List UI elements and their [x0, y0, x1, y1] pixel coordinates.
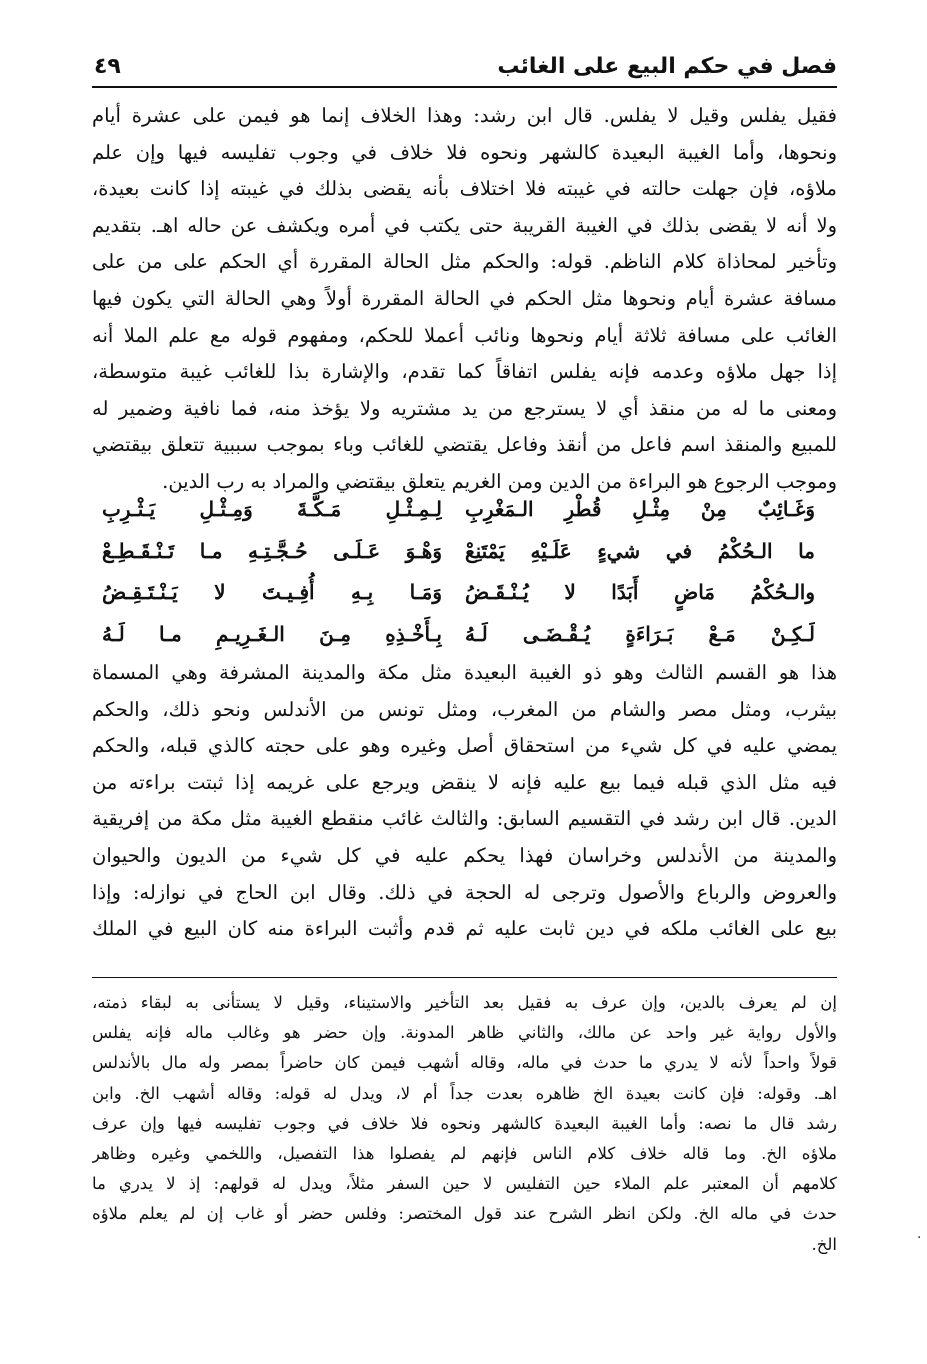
text-line: فيه مثل الذي قبله فيما بيع عليه فإنه لا ينقض ويرجع على غريمه إذا ثبتت براءته من: [92, 770, 837, 794]
text-line: والعروض والرباع والأصول وترجى له الحجة في ذلك. وقال ابن الحاج في نوازله: وإذا: [92, 880, 837, 904]
text-line: يمضي عليه في كل شيء من استحقاق أصل وغيره وهو على حجته كالذي قبله، والحكم: [92, 734, 837, 758]
chapter-title: فصل في حكم البيع على الغائب: [497, 54, 837, 79]
verse: [92, 614, 837, 656]
verse: [92, 572, 837, 614]
main-text: [92, 98, 837, 501]
text-line: الدين. قال ابن رشد في التقسيم السابق: والثالث غائب منقطع الغيبة مثل مكة من إفريقية: [92, 807, 837, 831]
text-line: ولا أنه لا يقضى بذلك في الغيبة القريبة حتى يكتب في أمره ويكشف عن حاله اهـ. بتقديم: [92, 213, 837, 237]
verse-second-hemistich: وَهْـوَ عَـلَـى حُـجَّـتِـهِ مـا تَـنْـقَـطِـعْ: [102, 538, 442, 563]
footnote-line: قولاً واحداً لأنه لا يدري ما حدث في ماله، وقاله أشهب فيمن كان حاضراً بمصر وله مال بالأندلس: [92, 1053, 837, 1073]
footnote-line: حدث في ماله الخ. ولكن انظر الشرح عند قول المختصر: وفلس حضر أو غاب إن لم يعلم ملاؤه: [92, 1204, 837, 1224]
poem-verses: [92, 489, 837, 655]
verse: [92, 489, 837, 531]
text-line: للمبيع والمنقذ اسم فاعل من أنقذ وفاعل يقتضي للغائب وباء بموجب سببية تتعلق بيقتضي: [92, 433, 837, 457]
verse-first-hemistich: والـحُكْمُ مَاضٍ أَبَدًا لا يُـنْـقَـضُ: [465, 580, 815, 604]
text-line: إذا جهل ملاؤه وعدمه فإنه يفلس اتفاقاً كما تقدم، والإشارة بذا للغائب غيبة متوسطة،: [92, 360, 837, 384]
scan-speck: ·: [917, 1230, 922, 1246]
footnote-line: الخ.: [811, 1234, 837, 1254]
verse-first-hemistich: وَغَـائِبٌ مِنْ مِثْـلِ قُطْرِ الـمَغْرِبِ: [465, 497, 815, 521]
text-line: الغائب على مسافة ثلاثة أيام ونحوها ونائب أعملا للحكم، ومفهوم قوله مع علم الملا أنه: [92, 323, 837, 347]
footnotes: [92, 988, 837, 1260]
verse-second-hemistich: وَمَـا بِـهِ أُفِـيـتَ لا يَـنْـتَـقِـضُ: [102, 580, 442, 604]
header-rule: [92, 86, 837, 88]
footnote-separator: [92, 977, 837, 978]
text-line: وموجب الرجوع هو البراءة من الدين ومن الغريم يتعلق بيقتضي والمراد به رب الدين.: [162, 469, 837, 493]
text-line: وتأخير لمحاذاة كلام الناظم. قوله: والحكم مثل الحالة المقررة أي الحكم على من على: [92, 250, 837, 274]
commentary-text: [92, 655, 837, 948]
text-line: فقيل يفلس وقيل لا يفلس. قال ابن رشد: وهذا الخلاف إنما هو فيمن على عشرة أيام: [92, 104, 837, 127]
footnote-line: كلامهم أن المعتبر علم الملاء حين التفليس لا حين السفر مثلاً، ويدل له قولهم: إذ لا يدري ما: [92, 1174, 837, 1194]
verse: [92, 531, 837, 573]
verse-second-hemistich: لِـمِـثْـلِ مَـكَّـةَ وَمِـثْـلِ يَـثْـرِبِ: [102, 497, 442, 521]
text-line: ملاؤه، فإن جهلت حالته في غيبته فلا اختلاف بأنه يقضى بذلك في غيبته إذا كانت بعيدة،: [92, 177, 837, 201]
page-header: [92, 48, 837, 88]
text-line: ومعنى ما له من منقذ أي لا يسترجع من يد مشتريه ولا يؤخذ منه، فما نافية وضمير له: [92, 396, 837, 420]
footnote-line: ملاؤه الخ. وما قاله خلاف كلام الناس فإنهم لم يفصلوا هذا التفصيل، واللخمي وغيره وظاهر: [92, 1143, 837, 1163]
footnote-line: والأول رواية غير واحد عن مالك، والثاني ظاهر المدونة. وإن حضر هو وغالب ماله فإنه يفلس: [92, 1023, 837, 1043]
text-line: مسافة عشرة أيام ونحوها مثل الحكم في الحالة المقررة أولاً وهي الحالة التي يكون فيها: [92, 286, 837, 310]
text-line: بيع على الغائب ملكه في دين ثابت عليه ثم قدم وأثبت البراءة منه كان البيع في الملك: [92, 917, 837, 941]
footnote-line: اهـ. وقوله: فإن كانت بعيدة الخ ظاهره بعدت جداً أم لا، ويدل له قوله: وقاله أشهب الخ. وابن: [92, 1083, 837, 1103]
footnote-line: رشد قال ما نصه: وأما الغيبة البعيدة كالشهر ونحوه فلا خلاف في وجوب تفليسه فيها وإن عرف: [92, 1113, 837, 1133]
verse-first-hemistich: ما الـحُكْمُ في شيءٍ عَلَـيْهِ يَمْتَنِعْ: [465, 538, 815, 563]
text-line: هذا هو القسم الثالث وهو ذو الغيبة البعيدة مثل مكة والمدينة المشرفة وهي المسماة: [92, 661, 837, 684]
page-number: ٤٩: [94, 54, 121, 79]
footnote-line: إن لم يعرف بالدين، وإن عرف به فقيل بعد التأخير والاستيناء، وقيل لا يستأنى به لبقاء ذمته،: [92, 993, 837, 1012]
text-line: بيثرب، ومثل مصر والشام من المغرب، ومثل تونس من الأندلس ونحو ذلك، والحكم: [92, 697, 837, 721]
text-line: والمدينة من الأندلس وخراسان فهذا يحكم عليه في كل شيء من الديون والحيوان: [92, 843, 837, 867]
text-line: ونحوها، وأما الغيبة البعيدة كالشهر ونحوه فلا خلاف في وجوب تفليسه فيها وإن علم: [92, 140, 837, 164]
verse-first-hemistich: لَـكِـنْ مَـعْ بَـرَاءَةٍ يُـقْـضَـى لَـهُ: [465, 621, 815, 646]
verse-second-hemistich: بِـأَخْـذِهِ مِـنَ الـغَـرِيـمِ مـا لَـهُ: [102, 621, 442, 646]
